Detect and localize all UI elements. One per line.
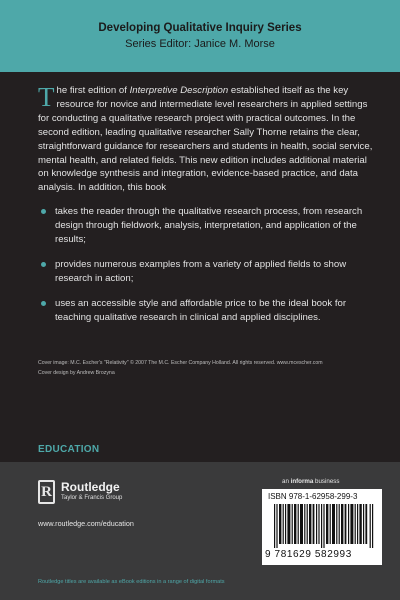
feature-text: uses an accessible style and affordable price to be the ideal book for teaching qualitative research in clinical and applied disciplines. xyxy=(55,297,347,323)
feature-text: takes the reader through the qualitative research process, from research design through fieldwork, analysis, interpretation, and application of the results; xyxy=(55,206,363,246)
back-cover-blurb xyxy=(38,84,378,336)
ebook-note: Routledge titles are available as eBook editions in a range of digital formats xyxy=(38,579,225,585)
informa-suffix: business xyxy=(313,478,340,485)
feature-item xyxy=(38,205,378,247)
series-title: Developing Qualitative Inquiry Series xyxy=(98,22,302,34)
feature-item xyxy=(38,258,378,286)
feature-list xyxy=(38,205,378,324)
blurb-intro-rest: established itself as the key resource for novice and intermediate level researchers in applied settings for conducting a qualitative research project with practical outcomes. In the second edition, leading qualitative researcher Sally Thorne retains the clear, straightforward guidance for researchers and students in health, social service, mental health, and related fields. This new edition includes additional material on knowledge synthesis and integration, evidence-based practice, and data analysis. In addition, this book xyxy=(38,85,373,194)
publisher-name: Routledge xyxy=(61,480,120,494)
barcode-bars-icon xyxy=(274,504,374,548)
series-banner xyxy=(0,0,400,72)
series-editor: Series Editor: Janice M. Morse xyxy=(125,38,275,50)
publisher-logo-block xyxy=(38,480,218,514)
book-title: Interpretive Description xyxy=(129,85,229,96)
informa-prefix: an xyxy=(282,478,291,485)
isbn-number: ISBN 978-1-62958-299-3 xyxy=(268,492,358,501)
drop-cap: T xyxy=(38,82,55,112)
bullet-dot-icon xyxy=(41,262,46,267)
isbn-barcode xyxy=(262,489,382,565)
informa-tagline xyxy=(282,478,339,485)
routledge-logo-icon: R xyxy=(38,480,55,504)
publisher-url[interactable]: www.routledge.com/education xyxy=(38,519,134,528)
blurb-paragraph xyxy=(38,84,378,195)
bullet-dot-icon xyxy=(41,301,46,306)
feature-text: provides numerous examples from a variety of applied fields to show research in action; xyxy=(55,258,347,284)
cover-image-credit: Cover image: M.C. Escher's "Relativity" © 2007 The M.C. Escher Company Holland. All rights reserved. www.mcescher.com xyxy=(38,360,323,366)
cover-credits xyxy=(38,358,378,378)
subject-category: EDUCATION xyxy=(38,444,100,455)
feature-item xyxy=(38,297,378,325)
bullet-dot-icon xyxy=(41,209,46,214)
barcode-digits: 9 781629 582993 xyxy=(265,549,352,560)
blurb-intro-start: he first edition of xyxy=(56,85,130,96)
informa-brand: informa xyxy=(290,478,314,485)
cover-design-credit: Cover design by Andrew Brozyna xyxy=(38,370,115,376)
publisher-group: Taylor & Francis Group xyxy=(61,495,123,501)
